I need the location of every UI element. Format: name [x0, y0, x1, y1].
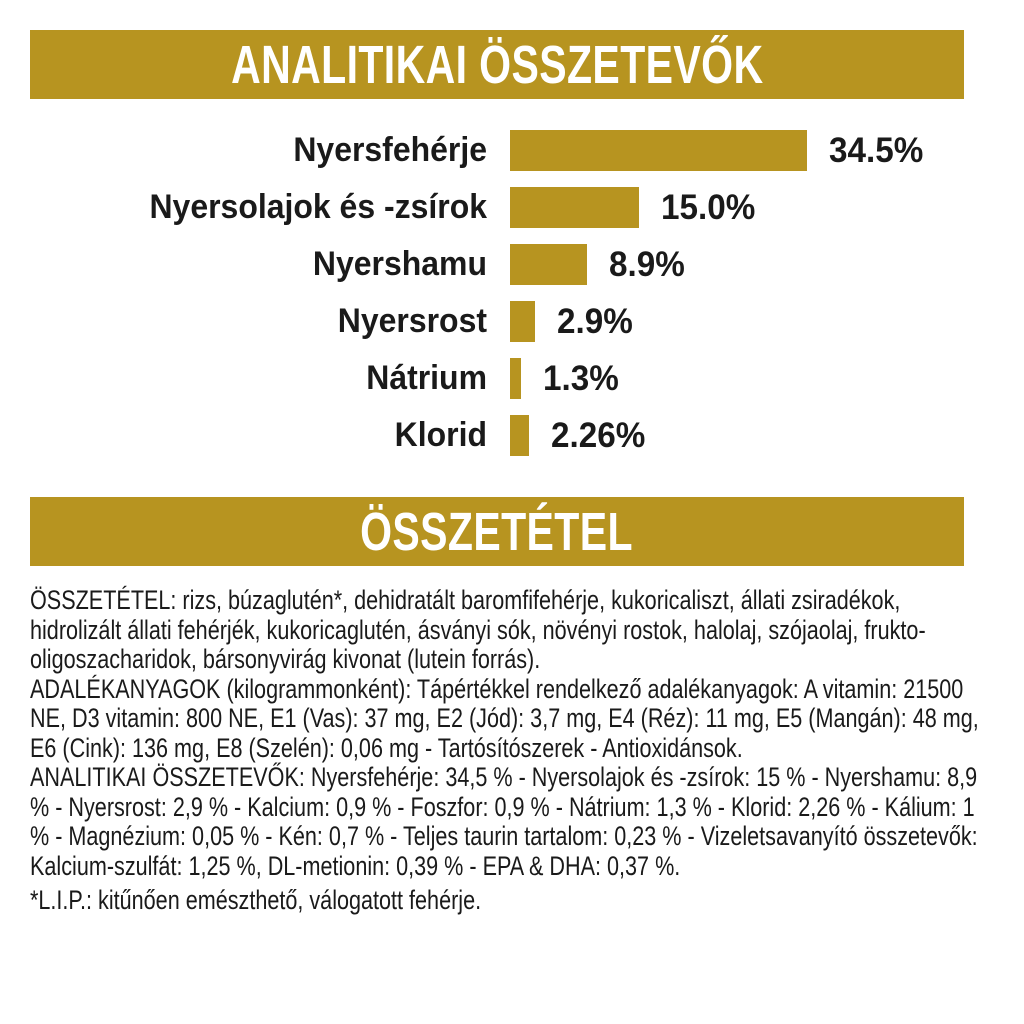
bar-value-label: 15.0% — [661, 187, 756, 227]
bar-value-label: 2.26% — [551, 415, 646, 455]
composition-paragraph: ANALITIKAI ÖSSZETEVŐK: Nyersfehérje: 34,5 % - Nyersolajok és -zsírok: 15 % - Nyershamu: 8,9 % - Nyersrost: 2,9 % - Kalcium: 0,9 % - Foszfor: 0,9 % - Nátrium: 1,3 % - Klorid: 2,26 % - Kálium: 1 % - Magnézium: 0,05 % - Kén: 0,7 % - Teljes taurin tartalom: 0,23 % - Vizeletsavanyító összetevők: Kalcium-szulfát: 1,25 %, DL-metionin: 0,39 % - EPA & DHA: 0,37 %. — [30, 762, 978, 881]
composition-paragraphs — [30, 586, 994, 916]
analytical-header-banner — [30, 30, 964, 99]
chart-row — [0, 179, 1024, 236]
analytical-header-title: ANALITIKAI ÖSSZETEVŐK — [230, 34, 764, 95]
composition-paragraph: ADALÉKANYAGOK (kilogrammonként): Tápértékkel rendelkező adalékanyagok: A vitamin: 21500 NE, D3 vitamin: 800 NE, E1 (Vas): 37 mg, E2 (Jód): 3,7 mg, E4 (Réz): 11 mg, E5 (Mangán): 48 mg, E6 (Cink): 136 mg, E8 (Szelén): 0,06 mg - Tartósítószerek - Antioxidánsok. — [30, 673, 979, 763]
bar — [510, 187, 639, 228]
composition-paragraph: *L.I.P.: kitűnően emészthető, válogatott fehérje. — [30, 885, 482, 915]
chart-row — [0, 293, 1024, 350]
bar — [510, 415, 529, 456]
bar — [510, 358, 521, 399]
bar-category-label: Klorid — [394, 416, 487, 454]
bar-value-label: 2.9% — [556, 301, 633, 341]
bar — [510, 244, 587, 285]
chart-row — [0, 350, 1024, 407]
composition-text-block — [30, 586, 994, 916]
bar-category-label: Nyersolajok és -zsírok — [149, 188, 487, 226]
bar-category-label: Nyersfehérje — [293, 131, 487, 169]
bar-category-label: Nátrium — [366, 359, 487, 397]
composition-paragraph: ÖSSZETÉTEL: rizs, búzaglutén*, dehidratált baromfifehérje, kukoricaliszt, állati zsiradékok, hidrolizált állati fehérjék, kukoricaglutén, ásványi sók, növényi rostok, halolaj, szójaolaj, frukto-oligoszacharidok, bársonyvirág kivonat (lutein forrás). — [30, 585, 926, 674]
composition-header-banner — [30, 497, 964, 566]
bar-value-label: 1.3% — [543, 358, 619, 398]
chart-row — [0, 122, 1024, 179]
bar-category-label: Nyersrost — [337, 302, 487, 340]
bar — [510, 301, 535, 342]
analytical-bar-chart — [0, 122, 1024, 464]
bar — [510, 130, 807, 171]
chart-row — [0, 407, 1024, 464]
bar-category-label: Nyershamu — [312, 245, 487, 283]
chart-row — [0, 236, 1024, 293]
bar-value-label: 8.9% — [608, 244, 685, 284]
bar-value-label: 34.5% — [828, 130, 923, 170]
composition-header-title: ÖSSZETÉTEL — [360, 501, 634, 562]
